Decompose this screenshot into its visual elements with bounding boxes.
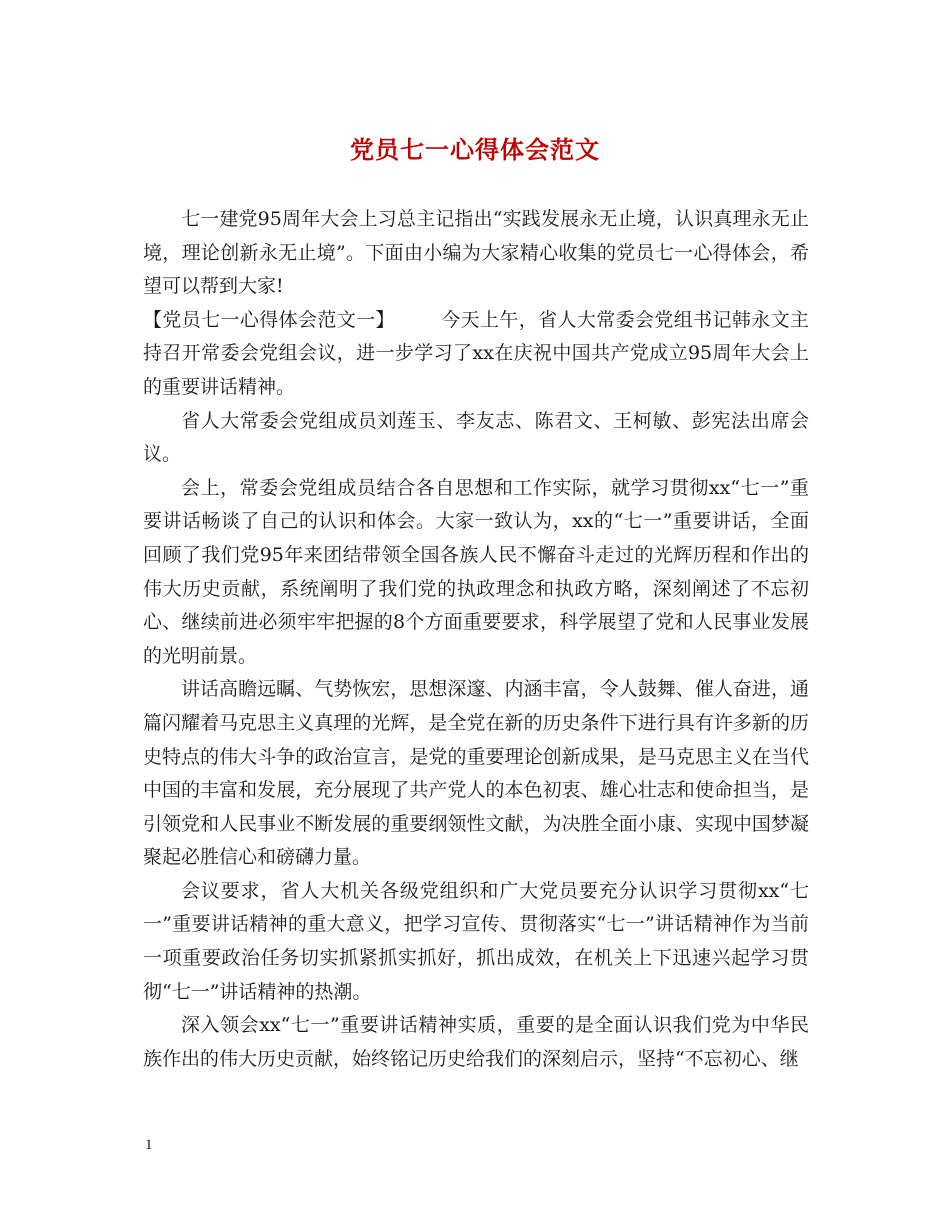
intro-paragraph: 七一建党95周年大会上习总主记指出“实践发展永无止境，认识真理永无止境，理论创新永无止境”。下面由小编为大家精心收集的党员七一心得体会，希望可以帮到大家!	[143, 208, 809, 298]
body-paragraph: 讲话高瞻远瞩、气势恢宏，思想深邃、内涵丰富，令人鼓舞、催人奋进，通篇闪耀着马克思主义真理的光辉，是全党在新的历史条件下进行具有许多新的历史特点的伟大斗争的政治宣言，是党的重要理论创新成果，是马克思主义在当代中国的丰富和发展，充分展现了共产党人的本色初衷、雄心壮志和使命担当，是引领党和人民事业不断发展的重要纲领性文献，为决胜全面小康、实现中国梦凝聚起必胜信心和磅礴力量。	[143, 678, 809, 869]
body-paragraph: 会议要求，省人大机关各级党组织和广大党员要充分认识学习贯彻xx“七一”重要讲话精神的重大意义，把学习宣传、贯彻落实“七一”讲话精神作为当前一项重要政治任务切实抓紧抓实抓好，抓出成效，在机关上下迅速兴起学习贯彻“七一”讲话精神的热潮。	[143, 879, 809, 1003]
page-number: 1	[145, 1137, 153, 1153]
section-paragraph	[143, 304, 809, 405]
body-paragraph: 会上，常委会党组成员结合各自思想和工作实际，就学习贯彻xx“七一”重要讲话畅谈了自己的认识和体会。大家一致认为，xx的“七一”重要讲话，全面回顾了我们党95年来团结带领全国各族人民不懈奋斗走过的光辉历程和作出的伟大历史贡献，系统阐明了我们党的执政理念和执政方略，深刻阐述了不忘初心、继续前进必须牢牢把握的8个方面重要要求，科学展望了党和人民事业发展的光明前景。	[143, 476, 809, 667]
document-title: 党员七一心得体会范文	[350, 135, 600, 164]
body-paragraph: 省人大常委会党组成员刘莲玉、李友志、陈君文、王柯敏、彭宪法出席会议。	[143, 409, 809, 466]
body-paragraph: 深入领会xx“七一”重要讲话精神实质，重要的是全面认识我们党为中华民族作出的伟大历史贡献，始终铭记历史给我们的深刻启示，坚持“不忘初心、继	[143, 1014, 809, 1070]
section-first-paragraph: 今天上午，省人大常委会党组书记韩永文主持召开常委会党组会议，进一步学习了xx在庆祝中国共产党成立95周年大会上的重要讲话精神。	[143, 308, 809, 398]
section-heading: 【党员七一心得体会范文一】	[143, 308, 395, 331]
document-body	[143, 203, 809, 1076]
